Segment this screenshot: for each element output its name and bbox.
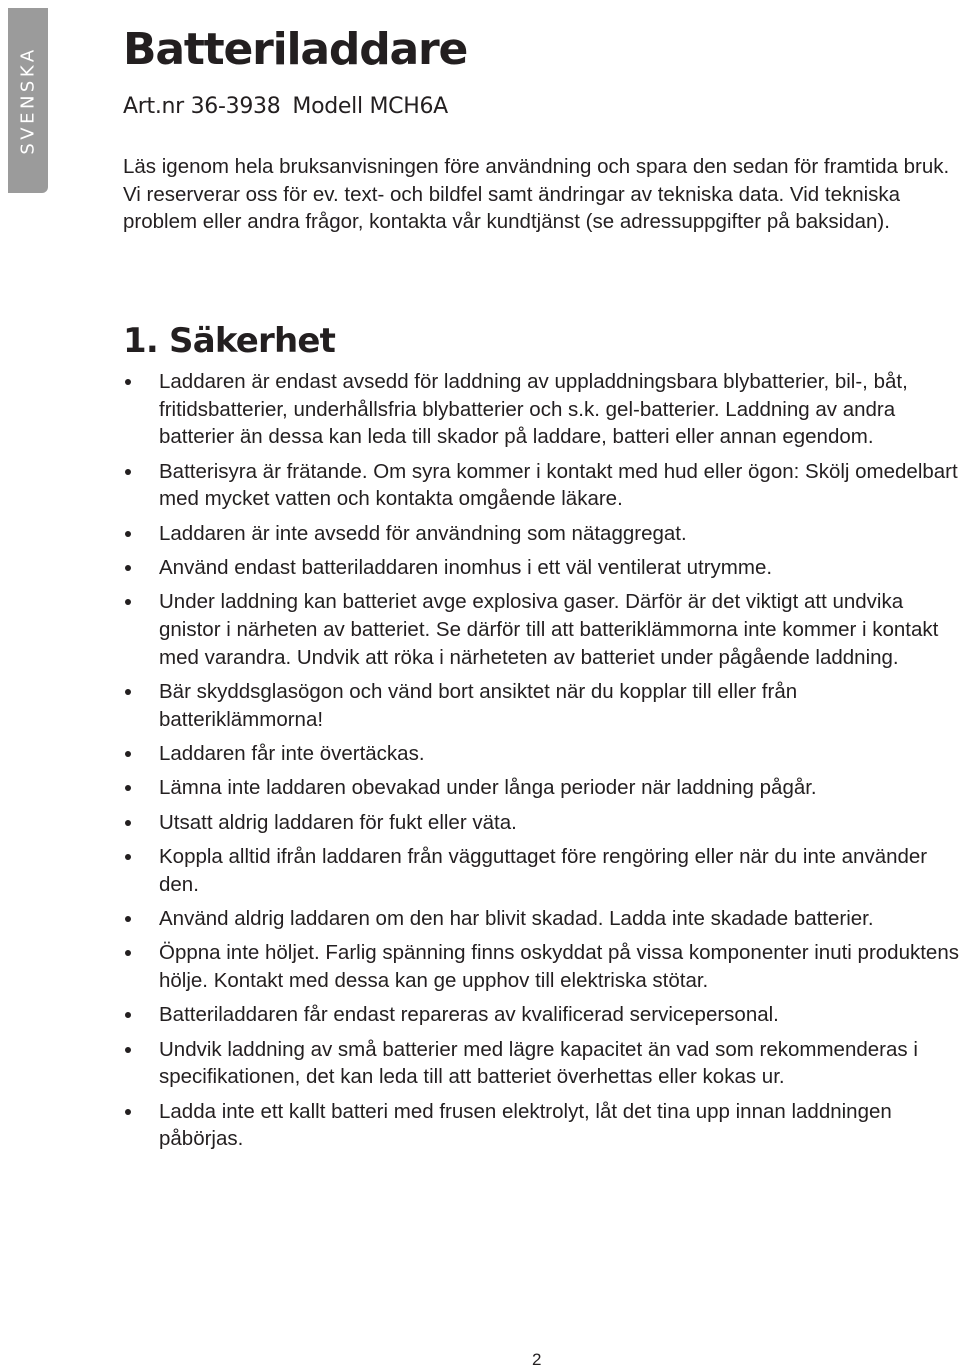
list-item-text: Använd aldrig laddaren om den har blivit skadad. Ladda inte skadade batterier. <box>159 907 874 931</box>
bullet-icon <box>125 1047 131 1053</box>
intro-paragraph: Läs igenom hela bruksanvisningen före användning och spara den sedan för framtida bruk. Vi reserverar oss för ev. text- och bildfel samt ändringar av tekniska data. Vid tekniska problem eller andra frågor, kontakta vår kundtjänst (se adressuppgifter på baksidan). <box>123 155 950 234</box>
bullet-icon <box>125 469 131 475</box>
language-tab <box>8 8 48 193</box>
list-item-text: Undvik laddning av små batterier med lägre kapacitet än vad som rekommenderas i specifikationen, det kan leda till att batteriet överhettas eller kokas ur. <box>159 1037 918 1089</box>
bullet-icon <box>125 785 131 791</box>
list-item-text: Öppna inte höljet. Farlig spänning finns oskyddat på vissa komponenter inuti produktens hölje. Kontakt med dessa kan ge upphov till elektriska stötar. <box>159 941 959 993</box>
list-item-text: Koppla alltid ifrån laddaren från vägguttaget före rengöring eller när du inte använder den. <box>159 845 928 896</box>
list-item-text: Använd endast batteriladdaren inomhus i ett väl ventilerat utrymme. <box>159 555 773 579</box>
list-item-text: Ladda inte ett kallt batteri med frusen elektrolyt, låt det tina upp innan laddningen påbörjas. <box>159 1099 892 1151</box>
model-number: Modell MCH6A <box>292 94 448 119</box>
bullet-icon <box>125 1012 131 1018</box>
article-number: Art.nr 36-3938 <box>123 94 281 119</box>
list-item <box>123 774 959 802</box>
list-item-text: Utsatt aldrig laddaren för fukt eller väta. <box>159 810 517 834</box>
list-item <box>123 1098 959 1153</box>
list-item-text: Bär skyddsglasögon och vänd bort ansiktet när du kopplar till eller från batteriklämmorna! <box>159 679 798 731</box>
list-item <box>123 740 959 768</box>
bullet-icon <box>125 751 131 757</box>
product-subtitle <box>123 92 448 122</box>
list-item <box>123 678 959 733</box>
page-title: Batteriladdare <box>123 24 468 75</box>
list-item <box>123 939 959 994</box>
list-item-text: Laddaren får inte övertäckas. <box>159 741 425 765</box>
list-item-text: Laddaren är inte avsedd för användning som nätaggregat. <box>159 521 687 545</box>
list-item <box>123 905 959 933</box>
list-item <box>123 368 959 451</box>
bullet-icon <box>125 854 131 860</box>
list-item <box>123 588 959 671</box>
safety-list <box>123 368 959 1160</box>
list-item <box>123 1036 959 1091</box>
bullet-icon <box>125 599 131 605</box>
list-item-text: Lämna inte laddaren obevakad under långa perioder när laddning pågår. <box>159 776 817 800</box>
bullet-icon <box>125 950 131 956</box>
list-item <box>123 458 959 513</box>
list-item-text: Batteriladdaren får endast repareras av kvalificerad servicepersonal. <box>159 1003 779 1027</box>
bullet-icon <box>125 565 131 571</box>
list-item <box>123 843 959 898</box>
list-item-text: Laddaren är endast avsedd för laddning av uppladdningsbara blybatterier, bil-, båt, fritidsbatterier, underhållsfria blybatterier och s.k. gel-batterier. Laddning av andra batterier än dessa kan leda till skador på laddare, batteri eller annan egendom. <box>159 370 908 449</box>
list-item-text: Under laddning kan batteriet avge explosiva gaser. Därför är det viktigt att undvika gnistor i närheten av batteriet. Se därför till att batteriklämmorna inte kommer i kontakt med varandra. Undvik att röka i närheteten av batteriet under pågående laddning. <box>159 590 939 669</box>
bullet-icon <box>125 916 131 922</box>
list-item <box>123 809 959 837</box>
bullet-icon <box>125 379 131 385</box>
bullet-icon <box>125 531 131 537</box>
list-item <box>123 554 959 582</box>
list-item-text: Batterisyra är frätande. Om syra kommer i kontakt med hud eller ögon: Skölj omedelbart med mycket vatten och kontakta omgående läkare. <box>159 459 958 511</box>
bullet-icon <box>125 1109 131 1115</box>
section-heading-safety: 1. Säkerhet <box>123 321 336 361</box>
language-tab-label: SVENSKA <box>17 46 39 155</box>
list-item <box>123 1001 959 1029</box>
list-item <box>123 520 959 548</box>
page-number: 2 <box>532 1350 542 1369</box>
bullet-icon <box>125 820 131 826</box>
bullet-icon <box>125 689 131 695</box>
